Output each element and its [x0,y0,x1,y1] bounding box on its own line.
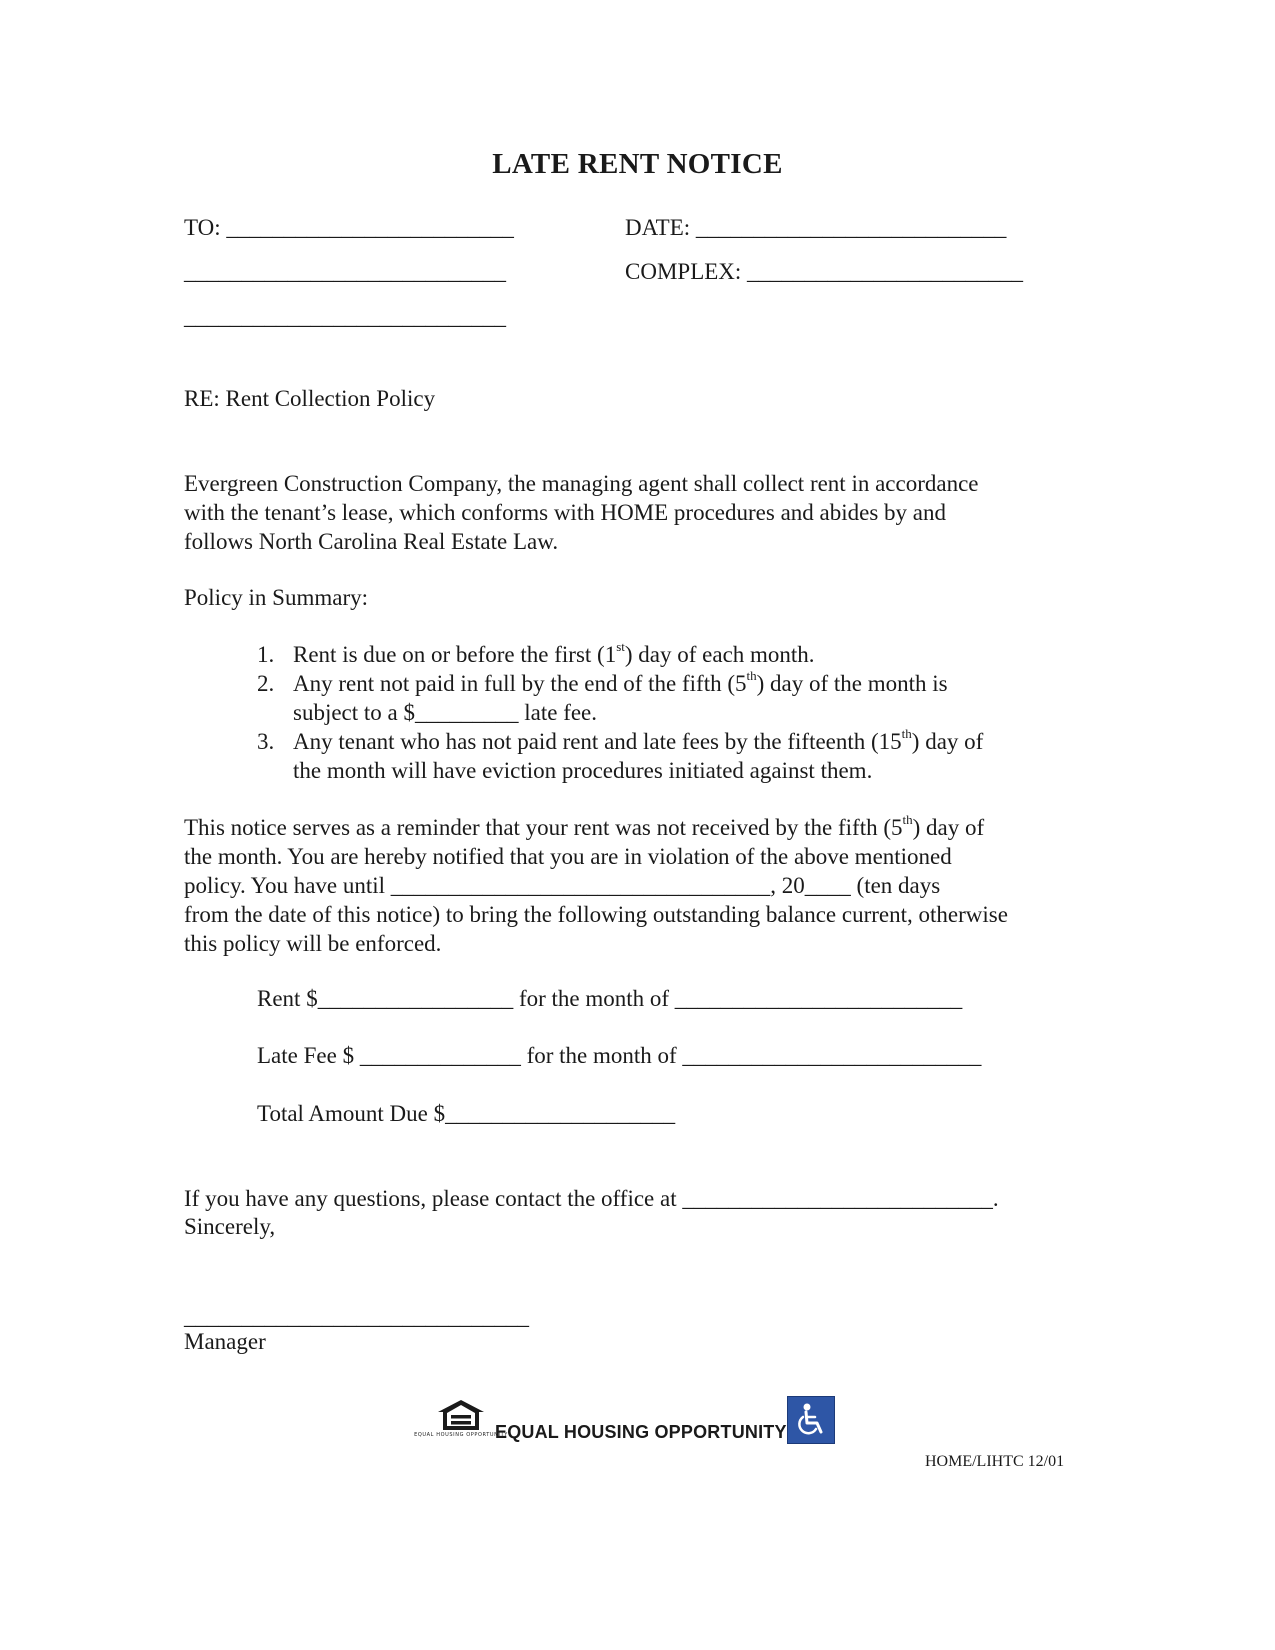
policy-text: Rent is due on or before the first (1 [293,642,617,667]
notice-line: policy. You have until _________________________________, 20____ (ten days [184,873,941,898]
equal-housing-text: EQUAL HOUSING OPPORTUNITY [495,1422,787,1442]
notice-text: ) day of [912,815,985,840]
notice-line: from the date of this notice) to bring the following outstanding balance current, otherwise [184,902,1008,927]
total-amount-due-line: Total Amount Due $____________________ [257,1101,676,1126]
eho-logo-caption: EQUAL HOUSING OPPORTUNITY [414,1432,508,1438]
list-number: 1. [257,642,275,667]
wheelchair-accessibility-icon [787,1396,835,1444]
notice-line: this policy will be enforced. [184,931,442,956]
signature-line: ______________________________ [184,1304,529,1329]
late-fee-line: Late Fee $ ______________ for the month of __________________________ [257,1043,982,1068]
policy-item-3-continued: the month will have eviction procedures initiated against them. [293,758,873,783]
page-title: LATE RENT NOTICE [492,148,783,180]
house-icon [435,1398,487,1432]
to-blank-line-3: ____________________________ [184,304,506,329]
ordinal-suffix: st [616,639,625,655]
list-number: 3. [257,729,275,754]
equal-housing-footer [414,1396,835,1444]
ordinal-suffix: th [901,726,912,742]
notice-paragraph [184,813,1008,958]
date-blank: ___________________________ [695,215,1007,240]
to-label: TO: [184,215,221,240]
intro-line: with the tenant’s lease, which conforms with HOME procedures and abides by and [184,500,946,525]
policy-text: Any tenant who has not paid rent and late fees by the fifteenth (15 [293,729,902,754]
questions-line: If you have any questions, please contact the office at ___________________________. [184,1186,999,1211]
notice-line [184,813,1008,842]
re-line: RE: Rent Collection Policy [184,386,436,411]
policy-item-2-continued: subject to a $_________ late fee. [293,700,598,725]
policy-text: ) day of the month is [756,671,948,696]
complex-field [625,257,1023,286]
complex-blank: ________________________ [747,259,1024,284]
to-blank-line-2: ____________________________ [184,259,506,284]
policy-item-1 [257,640,815,669]
to-field [184,213,514,242]
intro-line: follows North Carolina Real Estate Law. [184,529,559,554]
date-field [625,213,1006,242]
list-number: 2. [257,671,275,696]
notice-line: the month. You are hereby notified that you are in violation of the above mentioned [184,844,952,869]
policy-heading: Policy in Summary: [184,585,368,610]
to-blank: _________________________ [226,215,514,240]
ordinal-suffix: th [902,812,913,828]
policy-text: ) day of each month. [624,642,815,667]
ordinal-suffix: th [746,668,757,684]
complex-label: COMPLEX: [625,259,742,284]
intro-paragraph [184,469,979,556]
form-code: HOME/LIHTC 12/01 [925,1453,1065,1470]
policy-text: ) day of [911,729,984,754]
manager-label: Manager [184,1329,266,1354]
sincerely: Sincerely, [184,1214,276,1239]
policy-text: Any rent not paid in full by the end of the fifth (5 [293,671,747,696]
wheelchair-icon [792,1401,830,1439]
date-label: DATE: [625,215,691,240]
policy-item-3 [257,727,983,756]
notice-text: This notice serves as a reminder that your rent was not received by the fifth (5 [184,815,903,840]
equal-housing-logo-icon [414,1398,508,1444]
rent-amount-line: Rent $_________________ for the month of _________________________ [257,986,963,1011]
intro-line: Evergreen Construction Company, the managing agent shall collect rent in accordance [184,471,979,496]
policy-item-2 [257,669,948,698]
